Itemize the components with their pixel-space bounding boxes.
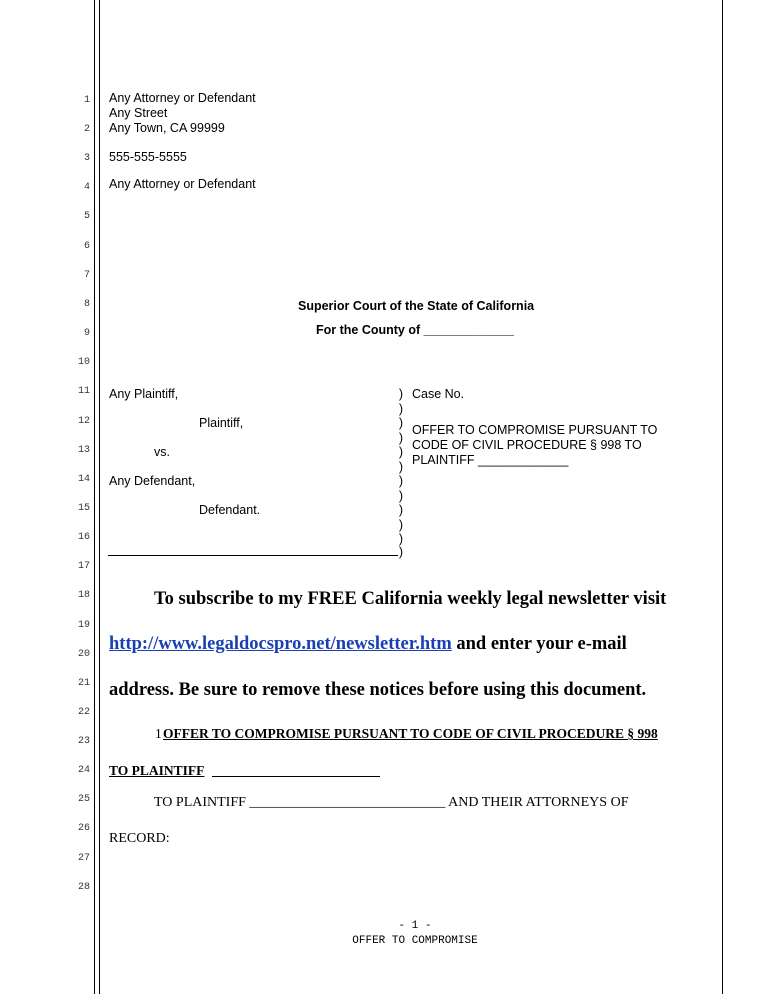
line-number: 13 <box>77 445 90 456</box>
page-number: - 1 - <box>398 920 432 932</box>
line-number: 1 <box>83 95 90 106</box>
plaintiff-name: Any Plaintiff, <box>109 387 179 401</box>
line-number: 11 <box>77 386 90 397</box>
line-number: 26 <box>77 823 90 834</box>
paren: ) <box>398 474 404 488</box>
attorney-city: Any Town, CA 99999 <box>109 121 225 135</box>
line-number: 15 <box>77 503 90 514</box>
caption-underline <box>108 555 398 556</box>
line-number: 10 <box>77 357 90 368</box>
line-number: 28 <box>77 882 90 893</box>
court-name: Superior Court of the State of California <box>298 299 535 313</box>
defendant-name: Any Defendant, <box>109 474 196 488</box>
line-number: 24 <box>77 765 90 776</box>
body-heading-line1: OFFER TO COMPROMISE PURSUANT TO CODE OF CIVIL PROCEDURE § 998 <box>163 726 658 741</box>
line-number: 6 <box>83 241 90 252</box>
notice-line-2 <box>109 634 627 655</box>
line-number: 2 <box>83 124 90 135</box>
document-title-line3: PLAINTIFF _____________ <box>412 453 569 467</box>
paren: ) <box>398 545 404 559</box>
body-text-line1: TO PLAINTIFF ____________________________ AND THEIR ATTORNEYS OF <box>154 795 629 810</box>
left-margin-rule-inner <box>99 0 100 994</box>
defendant-role: Defendant. <box>199 503 261 517</box>
line-number: 16 <box>77 532 90 543</box>
court-county: For the County of _____________ <box>316 323 514 337</box>
line-number: 8 <box>83 299 90 310</box>
case-number-label: Case No. <box>412 387 465 401</box>
line-number: 20 <box>77 649 90 660</box>
line-number: 12 <box>77 416 90 427</box>
line-number: 23 <box>77 736 90 747</box>
footnote-marker: 1 <box>155 726 162 741</box>
attorney-phone: 555-555-5555 <box>109 150 187 164</box>
paren: ) <box>398 431 404 445</box>
line-number: 9 <box>83 328 90 339</box>
paren: ) <box>398 460 404 474</box>
newsletter-link[interactable]: http://www.legaldocspro.net/newsletter.htm <box>109 634 452 654</box>
line-number: 7 <box>83 270 90 281</box>
notice-line-3: address. Be sure to remove these notices before using this document. <box>109 680 647 700</box>
paren: ) <box>398 532 404 546</box>
paren: ) <box>398 445 404 459</box>
paren: ) <box>398 387 404 401</box>
paren: ) <box>398 402 404 416</box>
paren: ) <box>398 416 404 430</box>
document-title-line2: CODE OF CIVIL PROCEDURE § 998 TO <box>412 438 642 452</box>
right-margin-rule <box>722 0 723 994</box>
versus-label: vs. <box>154 445 170 459</box>
body-heading-line2: TO PLAINTIFF <box>109 763 205 778</box>
line-number: 18 <box>77 590 90 601</box>
attorney-street: Any Street <box>109 106 168 120</box>
line-number: 3 <box>83 153 90 164</box>
plaintiff-role: Plaintiff, <box>199 416 244 430</box>
attorney-for: Any Attorney or Defendant <box>109 177 256 191</box>
line-number: 27 <box>77 853 90 864</box>
line-number: 5 <box>83 211 90 222</box>
line-number: 22 <box>77 707 90 718</box>
notice-line-1: To subscribe to my FREE California weekly legal newsletter visit <box>154 589 667 609</box>
line-number: 4 <box>83 182 90 193</box>
line-number: 25 <box>77 794 90 805</box>
line-number: 21 <box>77 678 90 689</box>
footer-title: OFFER TO COMPROMISE <box>352 935 478 947</box>
heading-underline-extension <box>212 776 380 777</box>
paren: ) <box>398 503 404 517</box>
paren: ) <box>398 518 404 532</box>
line-number: 17 <box>77 561 90 572</box>
line-number: 14 <box>77 474 90 485</box>
document-title-line1: OFFER TO COMPROMISE PURSUANT TO <box>412 423 658 437</box>
paren: ) <box>398 489 404 503</box>
line-number: 19 <box>77 620 90 631</box>
left-margin-rule-outer <box>94 0 95 994</box>
notice-line-2-rest: and enter your e-mail <box>451 634 627 654</box>
attorney-name: Any Attorney or Defendant <box>109 91 256 105</box>
body-text-line2: RECORD: <box>109 831 170 846</box>
